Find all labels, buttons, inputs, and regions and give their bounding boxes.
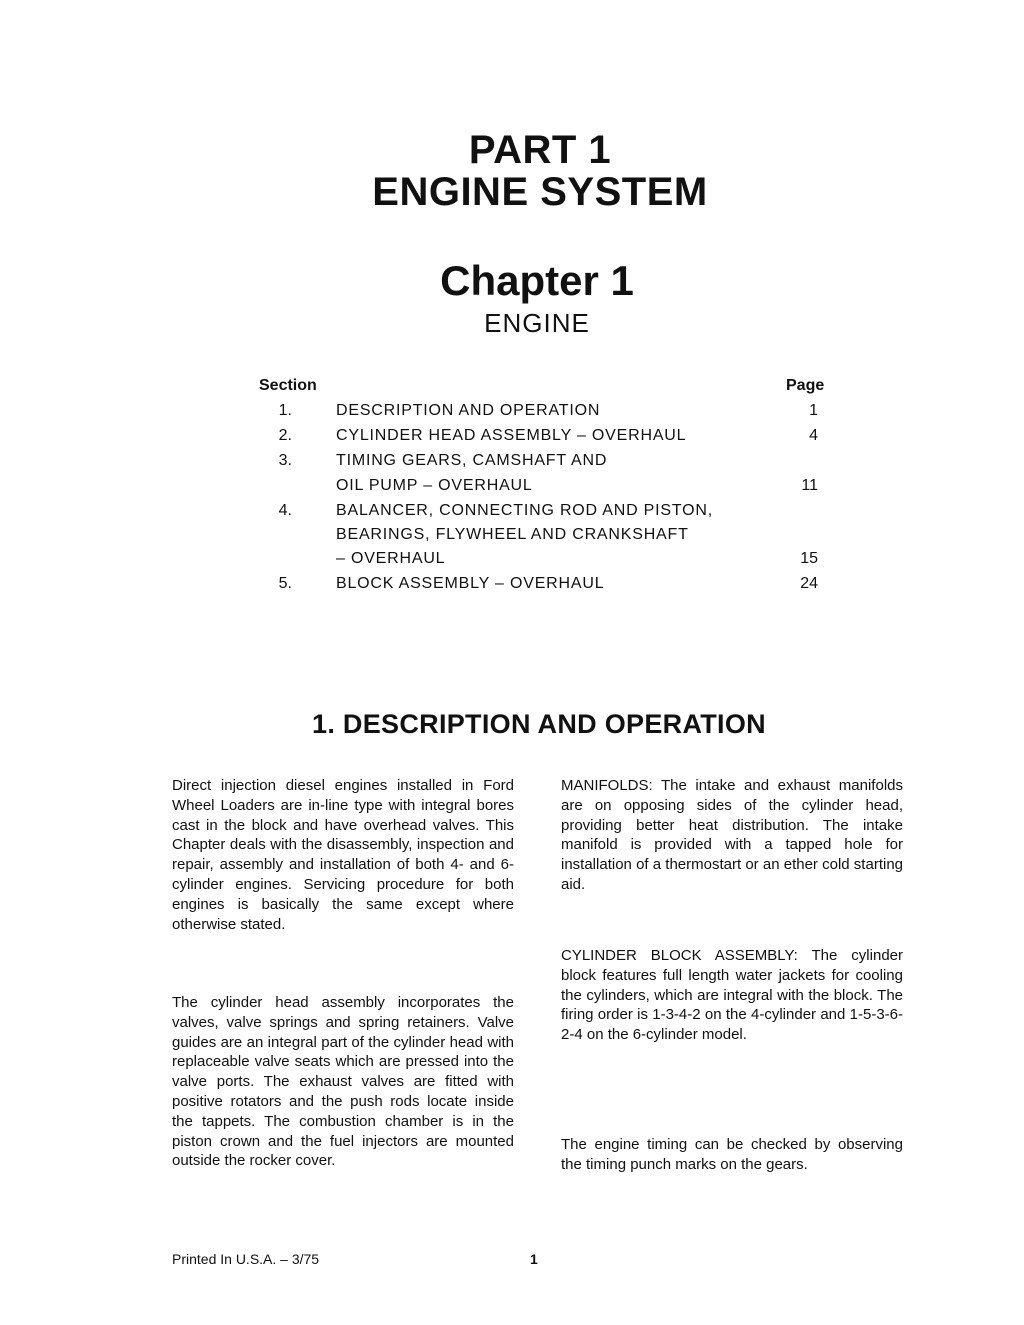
toc-section-header: Section — [259, 377, 317, 394]
toc-entry-number: 3. — [278, 452, 292, 469]
toc-page-header: Page — [786, 377, 825, 394]
toc-entry-page: 4 — [809, 427, 818, 444]
toc-entry-title-continued: OIL PUMP – OVERHAUL — [336, 477, 533, 494]
toc-entry-page: 1 — [809, 402, 818, 419]
print-info: Printed In U.S.A. – 3/75 — [172, 1251, 320, 1267]
chapter-subtitle: ENGINE — [484, 308, 590, 338]
toc-entry-title-continued: – OVERHAUL — [336, 550, 446, 567]
toc-entry-number: 1. — [278, 402, 292, 419]
toc-entry-title: DESCRIPTION AND OPERATION — [336, 402, 601, 419]
toc-entry-page: 11 — [801, 477, 818, 494]
chapter-title: Chapter 1 — [440, 257, 634, 304]
toc-entry-title-continued: BEARINGS, FLYWHEEL AND CRANKSHAFT — [336, 526, 689, 543]
part-title: PART 1 — [468, 128, 612, 172]
body-paragraph: The engine timing can be checked by observing the timing punch marks on the gears. — [561, 1136, 903, 1173]
toc-entry-page: 15 — [800, 550, 818, 567]
section-title: 1. DESCRIPTION AND OPERATION — [312, 709, 766, 739]
toc-entry-number: 2. — [278, 427, 292, 444]
toc-entry-title: CYLINDER HEAD ASSEMBLY – OVERHAUL — [336, 427, 687, 444]
body-paragraph: MANIFOLDS: The intake and exhaust manifolds are on opposing sides of the cylinder head, providing better heat distribution. The intake manifold is provided with a tapped hole for installation of a thermostart or an ether cold starting aid. — [561, 777, 903, 893]
body-paragraph: CYLINDER BLOCK ASSEMBLY: The cylinder block features full length water jackets for cooling the cylinders, which are integral with the block. The firing order is 1-3-4-2 on the 4-cylinder and 1-5-3-6-2-4 on the 6-cylinder model. — [561, 947, 903, 1044]
toc-entry-title: TIMING GEARS, CAMSHAFT AND — [336, 452, 608, 469]
toc-entry-title: BLOCK ASSEMBLY – OVERHAUL — [336, 575, 605, 592]
page-number: 1 — [530, 1251, 538, 1267]
system-title: ENGINE SYSTEM — [372, 170, 708, 214]
toc-entry-number: 4. — [278, 502, 292, 519]
toc-entry-number: 5. — [278, 575, 292, 592]
body-paragraph: The cylinder head assembly incorporates the valves, valve springs and spring retainers. Valve guides are an integral part of the cylinder head with replaceable valve seats which are pressed into the valve ports. The exhaust valves are fitted with positive rotators and the push rods locate inside the tappets. The combustion chamber is in the piston crown and the fuel injectors are mounted outside the rocker cover. — [172, 994, 514, 1170]
toc-entry-page: 24 — [800, 575, 818, 592]
body-paragraph: Direct injection diesel engines installed in Ford Wheel Loaders are in-line type with integral bores cast in the block and have overhead valves. This Chapter deals with the disassembly, inspection and repair, assembly and installation of both 4- and 6-cylinder engines. Servicing procedure for both engines is basically the same except where otherwise stated. — [172, 777, 514, 933]
toc-entry-title: BALANCER, CONNECTING ROD AND PISTON, — [336, 502, 714, 519]
